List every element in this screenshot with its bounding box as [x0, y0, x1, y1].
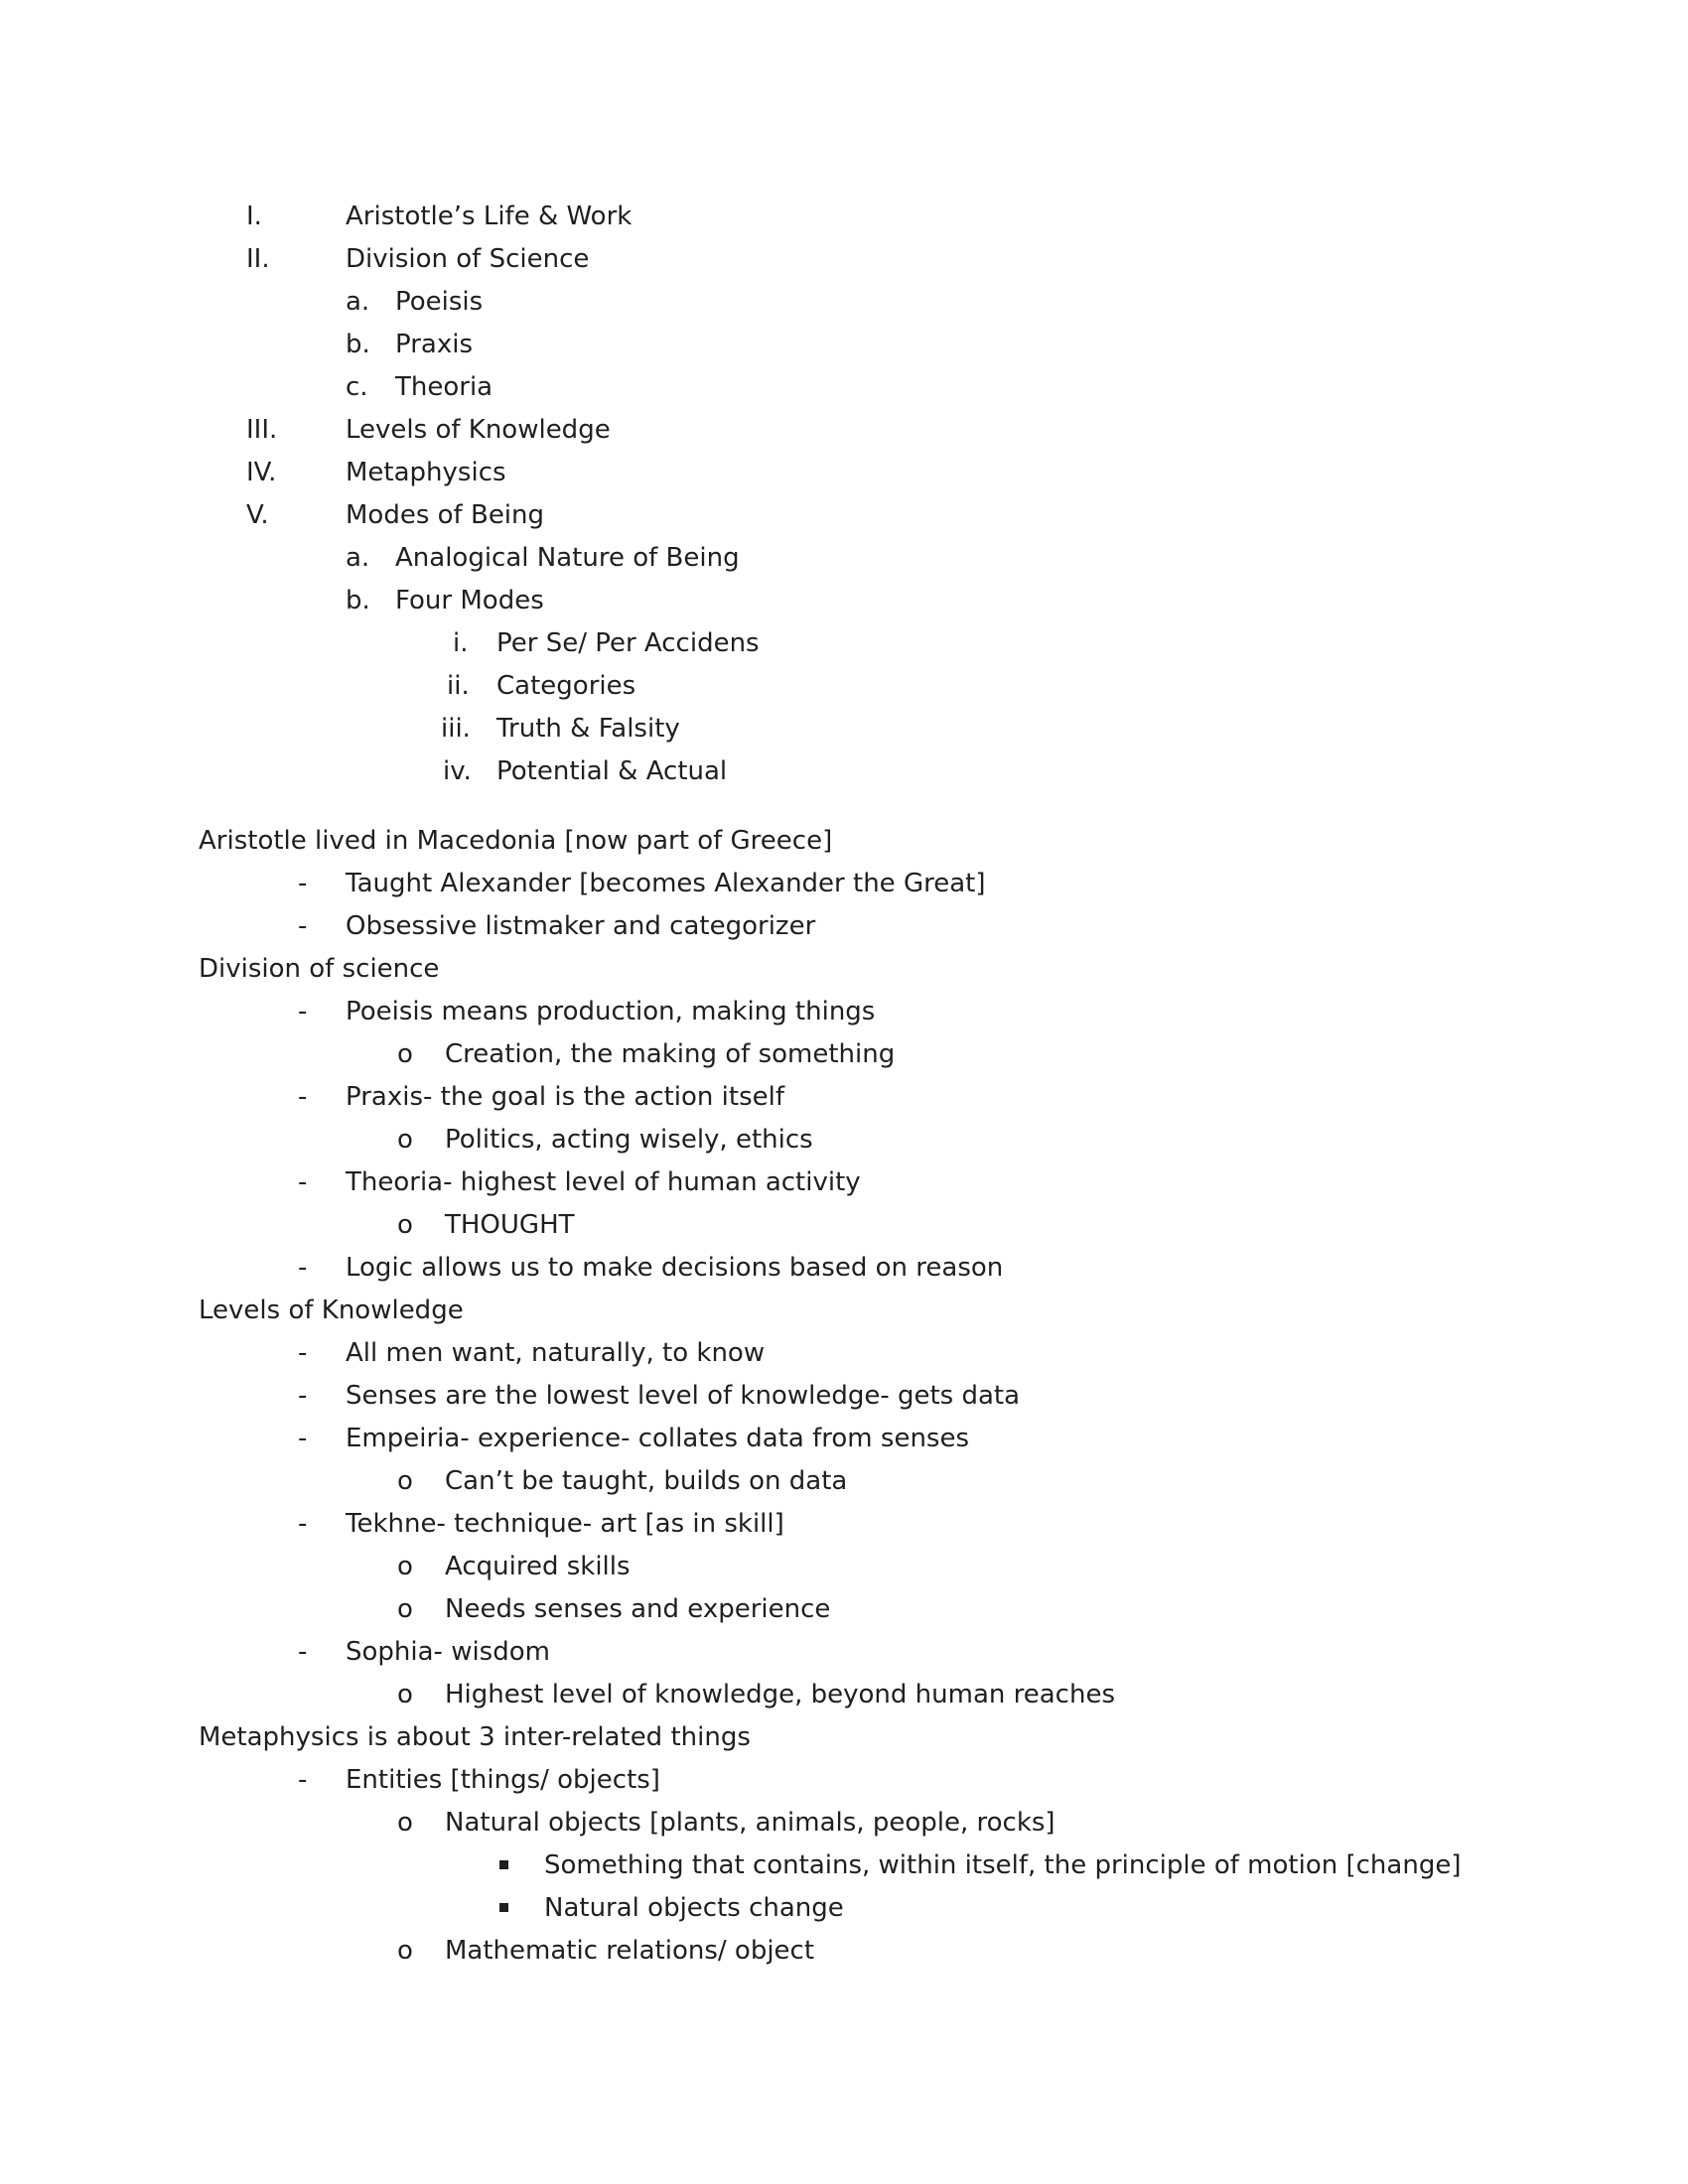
outline-text: Per Se/ Per Accidens [496, 628, 760, 658]
notes-text: Theoria- highest level of human activity [346, 1167, 861, 1197]
dash-bullet: - [298, 1338, 308, 1368]
notes-text: Natural objects [plants, animals, people, rocks] [445, 1808, 1055, 1838]
outline-marker: b. [346, 586, 370, 615]
notes-heading-text: Levels of Knowledge [199, 1296, 464, 1325]
outline-text: Truth & Falsity [496, 714, 680, 744]
outline-marker: ii. [447, 671, 470, 701]
outline-text: Division of Science [346, 244, 590, 274]
outline-text: Metaphysics [346, 458, 506, 487]
outline-marker: b. [346, 330, 370, 359]
dash-bullet: - [298, 869, 308, 898]
outline-marker: i. [453, 628, 469, 658]
outline-marker: iv. [443, 756, 472, 786]
notes-text: Senses are the lowest level of knowledge- gets data [346, 1381, 1021, 1411]
outline-marker: a. [346, 287, 370, 317]
notes-text: Mathematic relations/ object [445, 1936, 815, 1966]
notes-text: Empeiria- experience- collates data from senses [346, 1424, 970, 1453]
notes-text: Acquired skills [445, 1552, 631, 1581]
outline-marker: iii. [441, 714, 471, 744]
dash-bullet: - [298, 1509, 308, 1539]
dash-bullet: - [298, 1424, 308, 1453]
notes-text: THOUGHT [445, 1210, 575, 1240]
outline-text: Poeisis [395, 287, 484, 317]
notes-text: Needs senses and experience [445, 1594, 831, 1624]
circle-bullet: o [397, 1210, 413, 1240]
notes-text: Politics, acting wisely, ethics [445, 1125, 813, 1155]
dash-bullet: - [298, 1167, 308, 1197]
notes-text: Natural objects change [544, 1893, 844, 1923]
outline-marker: II. [246, 244, 270, 274]
outline-text: Aristotle’s Life & Work [346, 202, 633, 231]
notes-text: Highest level of knowledge, beyond human reaches [445, 1680, 1115, 1709]
outline-text: Praxis [395, 330, 473, 359]
dash-bullet: - [298, 1637, 308, 1667]
dash-bullet: - [298, 997, 308, 1026]
square-bullet-icon [499, 1860, 508, 1869]
dash-bullet: - [298, 1765, 308, 1795]
circle-bullet: o [397, 1936, 413, 1966]
notes-text: Sophia- wisdom [346, 1637, 550, 1667]
outline-marker: I. [246, 202, 262, 231]
circle-bullet: o [397, 1125, 413, 1155]
dash-bullet: - [298, 911, 308, 941]
notes-text: Poeisis means production, making things [346, 997, 876, 1026]
notes-text: Can’t be taught, builds on data [445, 1466, 848, 1496]
notes-heading-text: Aristotle lived in Macedonia [now part of Greece] [199, 826, 833, 856]
outline-text: Potential & Actual [496, 756, 728, 786]
outline-marker: c. [346, 372, 368, 402]
notes-text: Tekhne- technique- art [as in skill] [346, 1509, 784, 1539]
circle-bullet: o [397, 1039, 413, 1069]
notes-text: Entities [things/ objects] [346, 1765, 660, 1795]
notes-heading-text: Division of science [199, 954, 440, 984]
circle-bullet: o [397, 1680, 413, 1709]
outline-marker: V. [246, 500, 269, 530]
outline-text: Modes of Being [346, 500, 545, 530]
outline-text: Four Modes [395, 586, 544, 615]
outline-text: Theoria [395, 372, 493, 402]
dash-bullet: - [298, 1082, 308, 1112]
notes-text: Obsessive listmaker and categorizer [346, 911, 816, 941]
outline-text: Analogical Nature of Being [395, 543, 740, 573]
notes-text: Taught Alexander [becomes Alexander the Great] [346, 869, 986, 898]
notes-heading-text: Metaphysics is about 3 inter-related things [199, 1722, 751, 1752]
circle-bullet: o [397, 1466, 413, 1496]
circle-bullet: o [397, 1594, 413, 1624]
notes-text: Praxis- the goal is the action itself [346, 1082, 785, 1112]
circle-bullet: o [397, 1552, 413, 1581]
dash-bullet: - [298, 1381, 308, 1411]
outline-marker: IV. [246, 458, 277, 487]
notes-text: All men want, naturally, to know [346, 1338, 766, 1368]
circle-bullet: o [397, 1808, 413, 1838]
notes-text: Creation, the making of something [445, 1039, 896, 1069]
outline-text: Levels of Knowledge [346, 415, 611, 445]
dash-bullet: - [298, 1253, 308, 1283]
square-bullet-icon [499, 1903, 508, 1912]
notes-text: Logic allows us to make decisions based on reason [346, 1253, 1004, 1283]
outline-marker: III. [246, 415, 278, 445]
notes-text: Something that contains, within itself, the principle of motion [change] [544, 1850, 1462, 1880]
outline-marker: a. [346, 543, 370, 573]
outline-text: Categories [496, 671, 636, 701]
